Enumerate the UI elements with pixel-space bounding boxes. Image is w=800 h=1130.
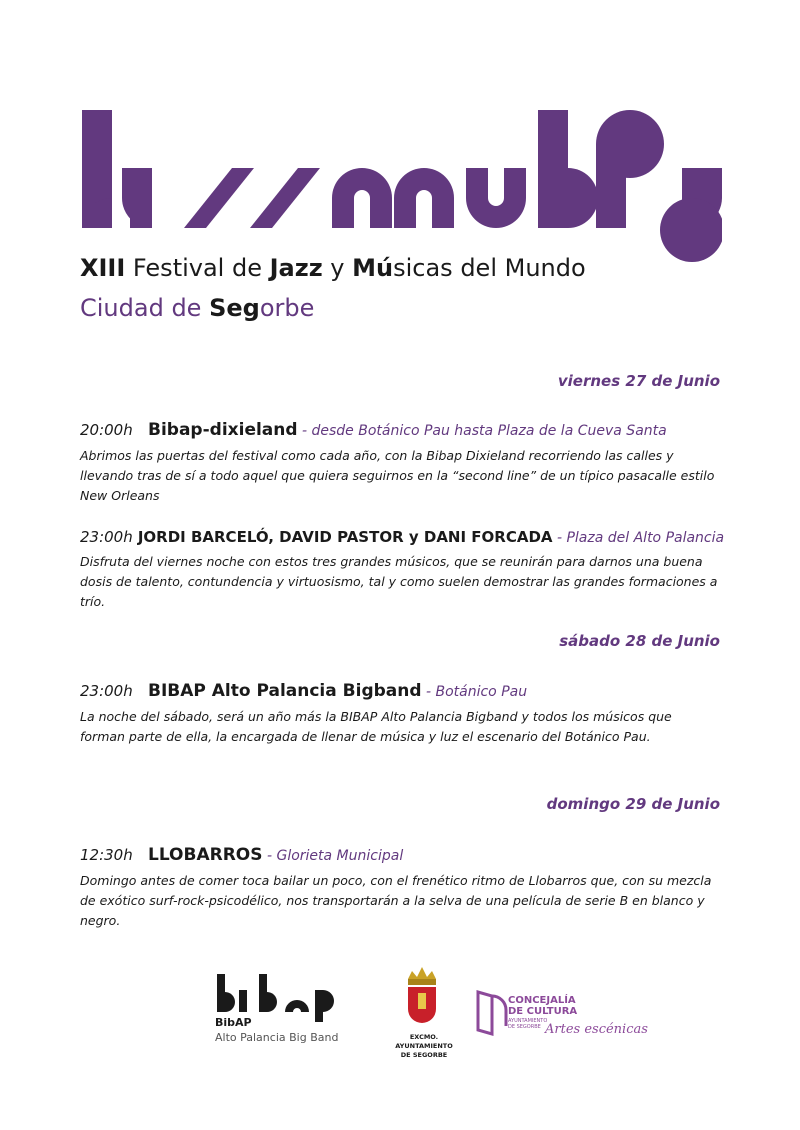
day-heading: viernes 27 de Junio bbox=[557, 372, 720, 390]
subtitle-seg: Seg bbox=[209, 294, 260, 322]
event-artist: BIBAP Alto Palancia Bigband bbox=[148, 681, 422, 701]
edition-number: XIII bbox=[80, 254, 126, 282]
subtitle-text: orbe bbox=[259, 294, 315, 322]
festival-logo bbox=[82, 96, 722, 262]
concejalia-small-line: AYUNTAMIENTO bbox=[508, 1018, 548, 1024]
event-item bbox=[80, 420, 720, 506]
event-description: Disfruta del viernes noche con estos tres grandes músicos, que se reunirán para darnos una buena dosis de talento, contundencia y virtuosismo, tal y como suelen demostrar las grandes formaciones a trío. bbox=[80, 554, 718, 609]
concejalia-line: CONCEJALÍA bbox=[508, 995, 576, 1006]
ayuntamiento-label bbox=[384, 1033, 464, 1060]
event-header bbox=[80, 681, 720, 701]
ayuntamiento-line: EXCMO. AYUNTAMIENTO bbox=[395, 1033, 453, 1050]
title-text: Festival de bbox=[125, 254, 270, 282]
title-jazz: Jazz bbox=[269, 254, 323, 282]
festival-subtitle bbox=[80, 294, 314, 322]
event-header bbox=[80, 527, 725, 546]
title-mu: Mú bbox=[352, 254, 394, 282]
concejalia-title bbox=[508, 995, 577, 1017]
event-artist: JORDI BARCELÓ, DAVID PASTOR y DANI FORCADA bbox=[137, 528, 553, 546]
event-description: La noche del sábado, será un año más la BIBAP Alto Palancia Bigband y todos los músicos que forman parte de ella, la encargada de llenar de música y luz el escenario del Botánico Pau. bbox=[80, 709, 672, 744]
event-description: Domingo antes de comer toca bailar un poco, con el frenético ritmo de Llobarros que, con su mezcla de exótico surf-rock-psicodélico, nos transportarán a la selva de una película de serie B en blanco y negro. bbox=[80, 873, 712, 928]
event-artist: Bibap-dixieland bbox=[148, 420, 298, 440]
event-header bbox=[80, 420, 720, 440]
title-text: y bbox=[322, 254, 353, 282]
event-description: Abrimos las puertas del festival como cada año, con la Bibap Dixieland recorriendo las calles y llevando tras de sí a todo aquel que quiera seguirnos en la “second line” de un típico pasacalle estilo New Orleans bbox=[80, 448, 715, 503]
bibap-subtitle: Alto Palancia Big Band bbox=[215, 1031, 339, 1044]
event-time: 23:00h bbox=[80, 528, 133, 546]
event-venue: - desde Botánico Pau hasta Plaza de la Cueva Santa bbox=[297, 423, 667, 439]
event-time: 20:00h bbox=[80, 421, 133, 439]
event-venue: - Botánico Pau bbox=[421, 684, 528, 700]
event-time: 12:30h bbox=[80, 846, 133, 864]
event-venue: - Plaza del Alto Palancia bbox=[552, 530, 725, 546]
day-heading: sábado 28 de Junio bbox=[559, 632, 720, 650]
bibap-name: BibAP bbox=[215, 1016, 252, 1029]
subtitle-text: Ciudad de bbox=[80, 294, 210, 322]
event-item bbox=[80, 527, 725, 612]
title-text: sicas del Mundo bbox=[393, 254, 586, 282]
coat-of-arms-icon bbox=[402, 965, 442, 1027]
event-artist: LLOBARROS bbox=[148, 845, 263, 865]
event-time: 23:00h bbox=[80, 682, 133, 700]
event-header bbox=[80, 845, 720, 865]
concejalia-small bbox=[508, 1018, 547, 1030]
concejalia-small-line: DE SEGORBE bbox=[508, 1024, 541, 1030]
day-heading: domingo 29 de Junio bbox=[546, 795, 720, 813]
concejalia-line: DE CULTURA bbox=[508, 1006, 578, 1017]
festival-title bbox=[80, 254, 586, 282]
event-venue: - Glorieta Municipal bbox=[262, 848, 404, 864]
ayuntamiento-line: DE SEGORBE bbox=[400, 1051, 448, 1059]
event-item bbox=[80, 845, 720, 931]
event-item bbox=[80, 681, 720, 747]
artes-escenicas-script: Artes escénicas bbox=[545, 1022, 648, 1037]
